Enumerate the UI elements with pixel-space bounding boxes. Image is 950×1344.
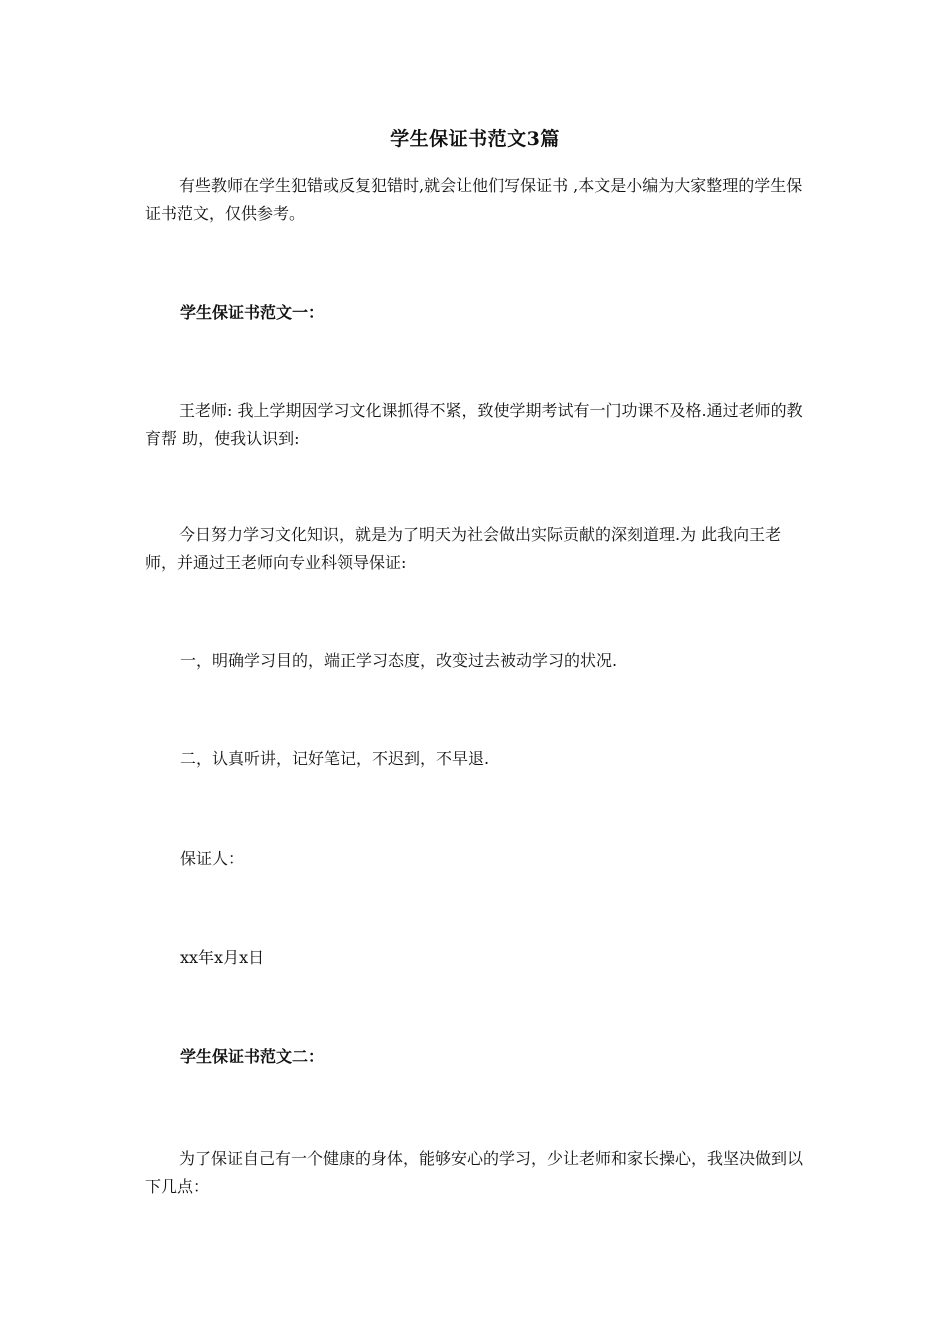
document-title: 学生保证书范文3篇	[390, 128, 560, 150]
section-two-paragraph-1: 为了保证自己有一个健康的身体，能够安心的学习，少让老师和家长操心，我坚决做到以下几点：	[145, 1149, 804, 1196]
pledge-item-2: 二，认真听讲，记好笔记，不迟到，不早退.	[180, 749, 490, 768]
date-line: xx年x月x日	[180, 948, 265, 967]
intro-paragraph: 有些教师在学生犯错或反复犯错时,就会让他们写保证书 ,本文是小编为大家整理的学生保证书范文，仅供参考。	[145, 176, 803, 223]
signer-label: 保证人：	[180, 849, 245, 868]
pledge-item-1: 一，明确学习目的，端正学习态度，改变过去被动学习的状况.	[180, 651, 618, 670]
section-one-paragraph-1: 王老师: 我上学期因学习文化课抓得不紧，致使学期考试有一门功课不及格.通过老师的教育帮 助，使我认识到:	[145, 401, 803, 448]
section-one-heading: 学生保证书范文一：	[180, 303, 325, 322]
section-one-paragraph-2: 今日努力学习文化知识，就是为了明天为社会做出实际贡献的深刻道理.为 此我向王老师，并通过王老师向专业科领导保证:	[145, 525, 782, 572]
section-two-heading: 学生保证书范文二：	[180, 1047, 325, 1066]
